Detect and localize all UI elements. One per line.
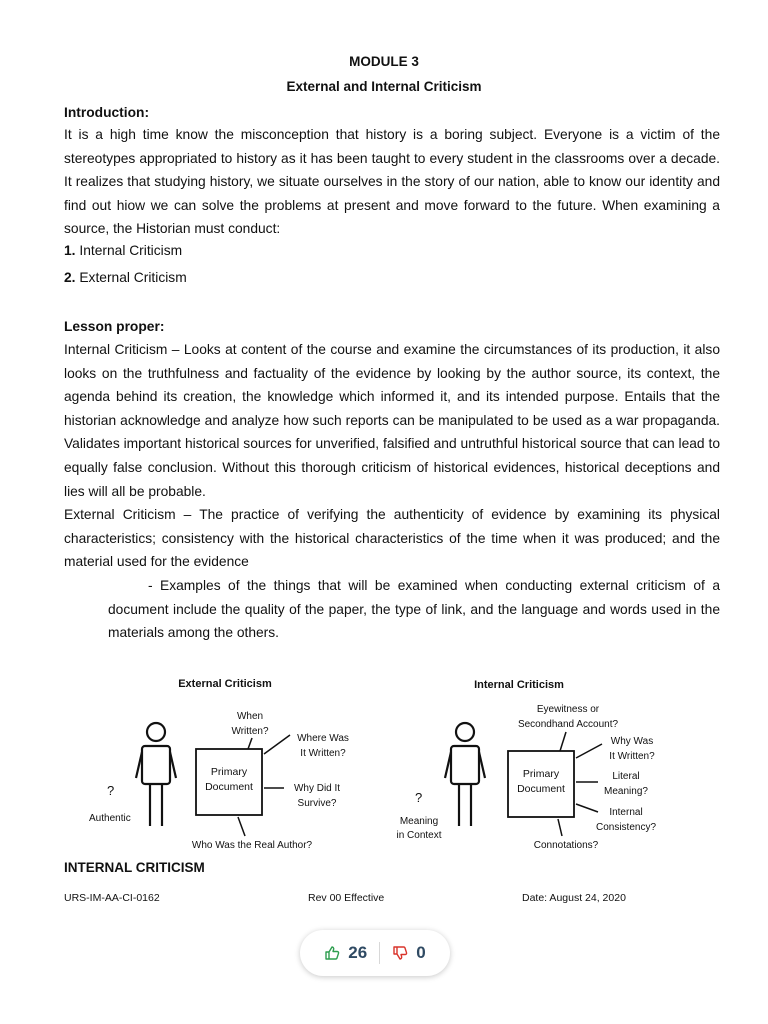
connector-line — [248, 738, 252, 749]
why-survive-label: Why Did It — [293, 783, 341, 794]
list-text: External Criticism — [79, 270, 187, 285]
meaning-in-context-label: Meaning — [399, 816, 439, 827]
downvote-button[interactable] — [392, 943, 425, 963]
footer-date: Date: August 24, 2020 — [522, 892, 626, 904]
literal-meaning-label: Meaning? — [604, 786, 648, 797]
page-title: External and Internal Criticism — [286, 79, 482, 94]
criticism-diagram-svg — [80, 664, 680, 856]
criticism-diagram — [80, 664, 680, 856]
thumbs-up-icon — [324, 945, 340, 961]
person-icon — [136, 723, 176, 826]
where-written-label: Where Was — [297, 733, 349, 744]
lesson-heading: Lesson proper: — [64, 319, 165, 334]
connector-line — [576, 744, 602, 758]
why-written-label: Why Was — [610, 736, 654, 747]
connector-line — [264, 735, 290, 754]
box-label-line2: Document — [205, 781, 253, 793]
footer-revision: Rev 00 Effective — [308, 892, 385, 904]
why-written-label: It Written? — [609, 751, 655, 762]
external-diagram-title: External Criticism — [178, 678, 272, 690]
list-item — [64, 270, 187, 285]
eyewitness-label: Secondhand Account? — [517, 719, 619, 730]
connotations-label: Connotations? — [533, 840, 599, 851]
vote-divider — [379, 942, 380, 964]
intro-heading: Introduction: — [64, 105, 150, 120]
box-label-line1: Primary — [522, 768, 560, 780]
connector-line — [560, 732, 566, 751]
footer-code: URS-IM-AA-CI-0162 — [64, 892, 160, 904]
question-mark: ? — [415, 790, 423, 805]
example-paragraph: - Examples of the things that will be examined when conducting external criticism of a document include the quality of the paper, the type of link, and the language and words used in the materials among the others. — [108, 578, 720, 641]
vote-widget — [300, 930, 450, 976]
person-icon — [445, 723, 485, 826]
internal-consistency-label: Consistency? — [595, 822, 657, 833]
intro-paragraph: It is a high time know the misconception that history is a boring subject. Everyone is a victim of the stereotypes appropriated to history as it has been taught to every student in the classrooms over a decade. It realizes that studying history, we situate ourselves in the story of our nation, able to know our identity and find out hiow we can solve the problems at present and move forward to the future. When examining a source, the Historian must conduct: — [64, 127, 720, 237]
list-number: 2. — [64, 270, 76, 285]
upvote-button[interactable] — [324, 943, 367, 963]
box-label-line1: Primary — [210, 766, 248, 778]
box-label-line2: Document — [517, 783, 565, 795]
list-item — [64, 243, 182, 258]
list-number: 1. — [64, 243, 76, 258]
literal-meaning-label: Literal — [612, 771, 640, 782]
eyewitness-label: Eyewitness or — [536, 704, 600, 715]
when-written-label: When — [236, 711, 264, 722]
real-author-label: Who Was the Real Author? — [191, 840, 313, 851]
section-heading: INTERNAL CRITICISM — [64, 860, 205, 875]
authentic-label: Authentic — [89, 813, 131, 824]
module-number: MODULE 3 — [349, 54, 419, 69]
downvote-count: 0 — [416, 943, 426, 962]
why-survive-label: Survive? — [297, 798, 337, 809]
connector-line — [238, 817, 245, 836]
list-text: Internal Criticism — [79, 243, 183, 258]
when-written-label: Written? — [231, 726, 269, 737]
connector-line — [576, 804, 598, 812]
meaning-in-context-label: in Context — [396, 830, 442, 841]
internal-criticism-paragraph: Internal Criticism – Looks at content of the course and examine the circumstances of its production, it also looks on the truthfulness and factuality of the evidence by looking by the author source, its context, the agenda behind its creation, the knowledge which informed it, and its intended purpose. Entails that the historian acknowledge and analyze how such reports can be manipulated to be used as a war propaganda. Validates important historical sources for unverified, falsified and untruthful historical source that can lead to equally false conclusion. Without this thorough criticism of historical evidences, historical deceptions and lies will all be probable. — [64, 342, 720, 499]
external-criticism-paragraph: External Criticism – The practice of verifying the authenticity of evidence by examining its physical characteristics; consistency with the historical characteristics of the time when it was produced; and the material used for the evidence — [64, 507, 720, 570]
internal-consistency-label: Internal — [609, 807, 643, 818]
upvote-count: 26 — [348, 943, 368, 962]
question-mark: ? — [107, 783, 115, 798]
where-written-label: It Written? — [300, 748, 346, 759]
thumbs-down-icon — [392, 945, 408, 961]
internal-diagram-title: Internal Criticism — [474, 679, 564, 691]
connector-line — [558, 819, 562, 836]
